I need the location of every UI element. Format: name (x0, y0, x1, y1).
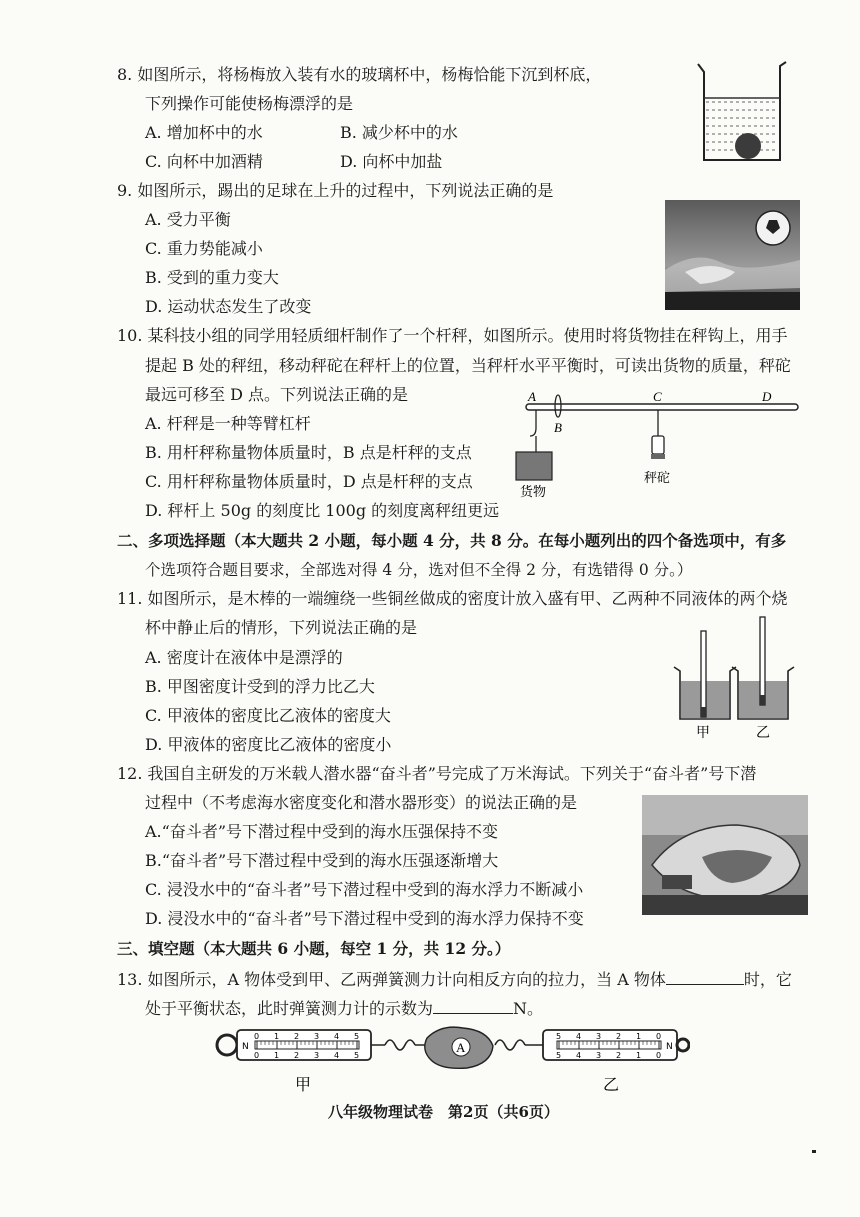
q12-stem-line2: 过程中（不考虑海水密度变化和潜水器形变）的说法正确的是 (145, 793, 578, 812)
q13-stem-part2: 时，它 (743, 970, 792, 989)
q8-stem-line1: 8. 如图所示，将杨梅放入装有水的玻璃杯中，杨梅恰能下沉到杯底， (117, 65, 602, 84)
q12-option-b: B.“奋斗者”号下潜过程中受到的海水压强逐渐增大 (145, 851, 499, 870)
q11-stem-line1: 11. 如图所示，是木棒的一端缠绕一些铜丝做成的密度计放入盛有甲、乙两种不同液体的两个烧 (117, 589, 788, 608)
q10-steelyard-figure (510, 392, 810, 502)
q9-stem: 9. 如图所示，踢出的足球在上升的过程中，下列说法正确的是 (117, 181, 554, 200)
q11-option-a: A. 密度计在液体中是漂浮的 (145, 648, 343, 667)
q8-option-b: B. 减少杯中的水 (340, 123, 458, 142)
label-point-b: B (554, 420, 562, 435)
weight-block (652, 436, 664, 454)
q10-stem-line1: 10. 某科技小组的同学用轻质细杆制作了一个杆秤，如图所示。使用时将货物挂在秤钩上，用手 (117, 326, 788, 345)
q13-stem-part4: N。 (513, 999, 544, 1018)
scale-yi-tick-label: 1 (636, 1032, 642, 1041)
object-a-label: A (456, 1040, 466, 1055)
q11-option-d: D. 甲液体的密度比乙液体的密度小 (145, 735, 392, 754)
scale-jia-tick-label: 5 (354, 1032, 360, 1041)
page-footer: 八年级物理试卷 第2页（共6页） (328, 1103, 559, 1121)
scale-yi-tick-label: 2 (616, 1051, 622, 1060)
scale-jia-tick-label: 5 (354, 1051, 360, 1060)
label-weight: 秤砣 (644, 471, 671, 486)
q9-football-photo (665, 200, 800, 310)
scale-yi-tick-label: 3 (596, 1032, 602, 1041)
q9-option-4: D. 运动状态发生了改变 (145, 297, 312, 316)
spring-scale-jia (217, 1030, 415, 1060)
q8-option-c: C. 向杯中加酒精 (145, 152, 263, 171)
scale-jia-tick-label: 4 (334, 1051, 340, 1060)
q13-stem-line1 (117, 968, 792, 990)
goods-box (516, 452, 552, 480)
scale-yi-tick-label: 2 (616, 1032, 622, 1041)
scale-yi-tick-label: 0 (656, 1051, 662, 1060)
q10-option-a: A. 杆秤是一种等臂杠杆 (145, 414, 311, 433)
q9-option-3: B. 受到的重力变大 (145, 268, 279, 287)
q10-stem-line2: 提起 B 处的秤纽，移动秤砣在秤杆上的位置，当秤杆水平平衡时，可读出货物的质量，秤砣 (145, 356, 791, 375)
scale-yi-tick-label: 3 (596, 1051, 602, 1060)
scale-jia-tick-label: 0 (254, 1051, 260, 1060)
q11-option-c: C. 甲液体的密度比乙液体的密度大 (145, 706, 391, 725)
q11-option-b: B. 甲图密度计受到的浮力比乙大 (145, 677, 375, 696)
scale-jia-tick-label: 3 (314, 1051, 320, 1060)
scale-jia-tick-label: 3 (314, 1032, 320, 1041)
q13-stem-part3: 处于平衡状态，此时弹簧测力计的示数为 (145, 999, 434, 1018)
label-point-a: A (528, 392, 536, 404)
scale-jia-tick-label: 0 (254, 1032, 260, 1041)
label-point-d: D (762, 392, 772, 404)
scale-yi-tick-label: 1 (636, 1051, 642, 1060)
q13-blank-1[interactable] (666, 968, 744, 985)
scale-yi-tick-label: 4 (576, 1032, 582, 1041)
scale-yi-tick-label: 5 (556, 1032, 562, 1041)
label-scale-yi: 乙 (603, 1075, 620, 1094)
waxberry (735, 133, 761, 159)
scale-yi-tick-label: 0 (656, 1032, 662, 1041)
label-beaker-jia: 甲 (696, 725, 710, 741)
q9-option-1: A. 受力平衡 (145, 210, 231, 229)
q8-stem-line2: 下列操作可能使杨梅漂浮的是 (145, 94, 354, 113)
q10-option-b: B. 用杆秤称量物体质量时，B 点是杆秤的支点 (145, 443, 472, 462)
scan-mark (812, 1150, 816, 1153)
section2-heading-line2: 个选项符合题目要求，全部选对得 4 分，选对但不全得 2 分，有选错得 0 分。） (145, 561, 693, 579)
scale-yi-tick-label: 5 (556, 1051, 562, 1060)
q9-option-2: C. 重力势能减小 (145, 239, 263, 258)
scale-yi-unit: N (666, 1042, 673, 1052)
scale-jia-tick-label: 2 (294, 1051, 300, 1060)
q10-option-c: C. 用杆秤称量物体质量时，D 点是杆秤的支点 (145, 472, 473, 491)
q12-stem-line1: 12. 我国自主研发的万米载人潜水器“奋斗者”号完成了万米海试。下列关于“奋斗者”号下潜 (117, 764, 757, 783)
scale-jia-tick-label: 1 (274, 1032, 280, 1041)
q13-stem-part1: 13. 如图所示，A 物体受到甲、乙两弹簧测力计向相反方向的拉力，当 A 物体 (117, 970, 666, 989)
label-beaker-yi: 乙 (756, 725, 770, 741)
q12-option-d: D. 浸没水中的“奋斗者”号下潜过程中受到的海水浮力保持不变 (145, 909, 584, 928)
label-scale-jia: 甲 (295, 1075, 312, 1094)
q12-option-c: C. 浸没水中的“奋斗者”号下潜过程中受到的海水浮力不断减小 (145, 880, 584, 899)
q12-submersible-photo (642, 795, 808, 915)
scale-jia-tick-label: 4 (334, 1032, 340, 1041)
q13-spring-scales-figure (205, 1012, 690, 1097)
q10-option-d: D. 秤杆上 50g 的刻度比 100g 的刻度离秤纽更远 (145, 501, 500, 520)
q10-stem-line3: 最远可移至 D 点。下列说法正确的是 (145, 385, 409, 404)
scale-jia-tick-label: 1 (274, 1051, 280, 1060)
scale-jia-tick-label: 2 (294, 1032, 300, 1041)
scale-jia-unit: N (242, 1042, 249, 1052)
q8-glass-figure (690, 58, 800, 168)
q12-option-a: A.“奋斗者”号下潜过程中受到的海水压强保持不变 (145, 822, 499, 841)
scale-yi-tick-label: 4 (576, 1051, 582, 1060)
section3-heading: 三、填空题（本大题共 6 小题，每空 1 分，共 12 分。） (117, 939, 511, 958)
label-goods: 货物 (520, 485, 547, 500)
q11-hydrometer-figure (668, 615, 808, 745)
q8-option-a: A. 增加杯中的水 (145, 123, 263, 142)
q11-stem-line2: 杯中静止后的情形，下列说法正确的是 (145, 618, 418, 637)
q8-option-d: D. 向杯中加盐 (340, 152, 443, 171)
spring-scale-yi (495, 1030, 689, 1060)
section2-heading-line1: 二、多项选择题（本大题共 2 小题，每小题 4 分，共 8 分。在每小题列出的四个备选项中，有多 (117, 531, 787, 550)
label-point-c: C (653, 392, 662, 404)
